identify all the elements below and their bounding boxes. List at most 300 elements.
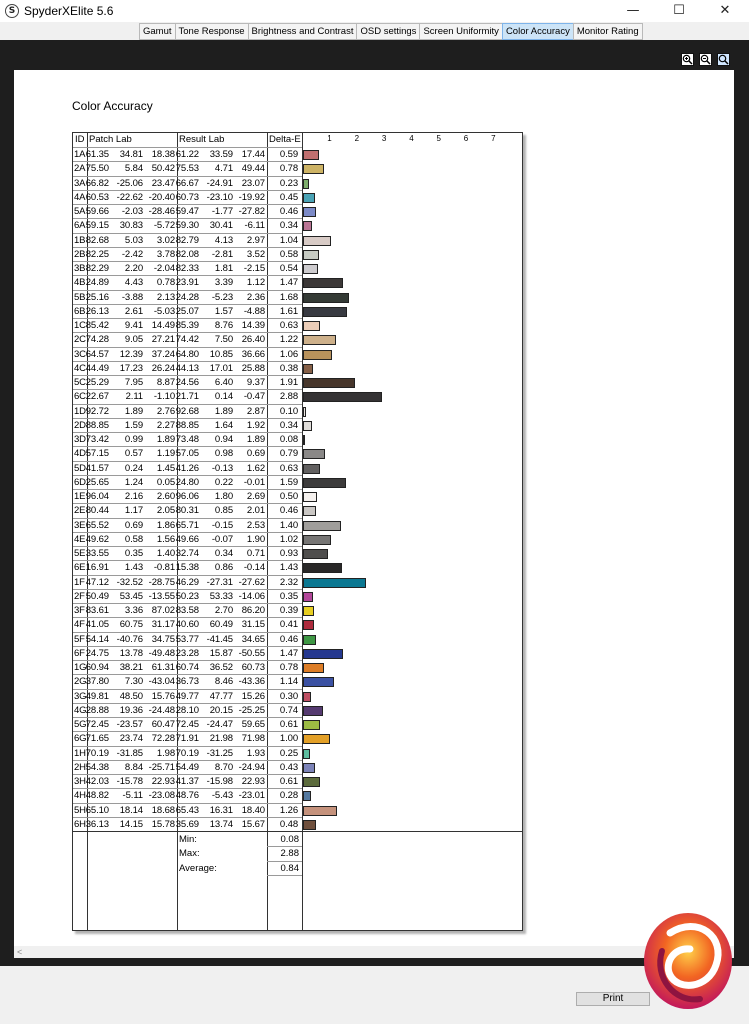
patch-lab-value: -49.48 xyxy=(148,647,175,659)
patch-lab-value: 54.38 xyxy=(85,761,109,773)
patch-id: 2A xyxy=(74,163,86,175)
tab-bar xyxy=(0,22,749,40)
patch-id: 1H xyxy=(74,747,86,759)
patch-lab-value: -28.75 xyxy=(148,576,175,588)
delta-e-value: 0.46 xyxy=(279,206,298,217)
patch-lab-value: 92.72 xyxy=(85,405,109,417)
patch-lab-value: 5.03 xyxy=(124,234,143,246)
table-row xyxy=(73,647,522,661)
result-lab-value: 0.34 xyxy=(214,548,233,559)
horizontal-scrollbar[interactable] xyxy=(14,946,734,958)
result-lab-value: 18.40 xyxy=(241,804,265,816)
result-lab-value: 36.73 xyxy=(175,676,199,688)
patch-id: 4C xyxy=(74,362,86,374)
delta-e-value: 0.63 xyxy=(279,462,298,474)
result-lab-value: 23.07 xyxy=(241,177,265,189)
patch-id: 6G xyxy=(74,733,87,745)
delta-e-value: 0.23 xyxy=(279,177,298,189)
result-lab-value: 66.67 xyxy=(175,177,199,189)
print-button[interactable]: Print xyxy=(576,992,650,1006)
header-result-lab: Result Lab xyxy=(179,134,225,145)
delta-e-value: 0.79 xyxy=(279,448,298,460)
patch-lab-value: 85.42 xyxy=(85,320,109,331)
result-lab-value: 0.22 xyxy=(214,476,233,488)
patch-lab-value: 80.44 xyxy=(85,505,109,517)
delta-e-value: 0.74 xyxy=(279,704,298,716)
patch-id: 1D xyxy=(74,405,86,417)
patch-lab-value: 1.17 xyxy=(124,505,143,517)
patch-lab-value: -13.55 xyxy=(148,590,175,602)
result-lab-value: 82.08 xyxy=(175,248,199,260)
patch-id: 2C xyxy=(74,334,86,346)
result-lab-value: -19.92 xyxy=(238,191,265,203)
table-row xyxy=(73,519,522,533)
patch-lab-value: 33.55 xyxy=(85,548,109,559)
patch-lab-value: 1.19 xyxy=(156,448,175,460)
result-lab-value: 2.53 xyxy=(246,519,265,531)
patch-lab-value: 2.76 xyxy=(156,405,175,417)
zoom-in-button[interactable] xyxy=(681,53,694,66)
result-lab-value: 41.26 xyxy=(175,462,199,474)
delta-e-value: 1.68 xyxy=(279,291,298,303)
result-lab-value: 31.15 xyxy=(241,619,265,631)
delta-e-bar xyxy=(303,392,382,402)
patch-lab-value: -5.03 xyxy=(153,305,175,317)
result-lab-value: 47.77 xyxy=(209,690,233,702)
result-lab-value: -15.98 xyxy=(206,776,233,787)
patch-lab-value: 82.29 xyxy=(85,263,109,274)
result-lab-value: 17.44 xyxy=(241,149,265,160)
patch-lab-value: 18.68 xyxy=(151,804,175,816)
patch-lab-value: 65.10 xyxy=(85,804,109,816)
patch-lab-value: 13.78 xyxy=(119,647,143,659)
tab-screen-uniformity[interactable]: Screen Uniformity xyxy=(419,23,502,40)
result-lab-value: 0.94 xyxy=(214,434,233,445)
patch-lab-value: 14.15 xyxy=(119,818,143,830)
delta-e-value: 0.41 xyxy=(279,619,298,631)
table-row xyxy=(73,291,522,305)
result-lab-value: 0.85 xyxy=(214,505,233,517)
zoom-out-button[interactable] xyxy=(699,53,712,66)
patch-lab-value: 18.38 xyxy=(151,149,175,160)
result-lab-value: 60.49 xyxy=(209,619,233,631)
patch-lab-value: 7.95 xyxy=(124,377,143,388)
result-lab-value: 64.80 xyxy=(175,348,199,360)
patch-lab-value: 60.94 xyxy=(85,662,109,673)
delta-e-value: 1.61 xyxy=(279,305,298,317)
patch-lab-value: 70.19 xyxy=(85,747,109,759)
patch-lab-value: -23.57 xyxy=(116,719,143,730)
patch-lab-value: 1.45 xyxy=(156,462,175,474)
result-lab-value: 73.48 xyxy=(175,434,199,445)
window-title: SpyderXElite 5.6 xyxy=(24,4,114,18)
patch-lab-value: 27.21 xyxy=(151,334,175,346)
patch-lab-value: 66.82 xyxy=(85,177,109,189)
delta-e-bar xyxy=(303,649,343,659)
table-row xyxy=(73,661,522,675)
result-lab-value: -2.81 xyxy=(211,248,233,260)
patch-lab-value: 42.03 xyxy=(85,776,109,787)
delta-e-value: 1.40 xyxy=(279,519,298,531)
result-lab-value: -23.10 xyxy=(206,191,233,203)
scroll-left-icon[interactable]: < xyxy=(17,947,23,957)
patch-lab-value: 17.23 xyxy=(119,362,143,374)
result-lab-value: 57.05 xyxy=(175,448,199,460)
patch-id: 4H xyxy=(74,790,86,802)
delta-e-value: 1.43 xyxy=(279,562,298,574)
patch-lab-value: 3.36 xyxy=(124,605,143,616)
patch-lab-value: 60.47 xyxy=(151,719,175,730)
delta-e-value: 0.43 xyxy=(279,761,298,773)
result-lab-value: 88.85 xyxy=(175,419,199,431)
patch-lab-value: 0.24 xyxy=(124,462,143,474)
result-lab-value: 1.90 xyxy=(246,533,265,545)
tab-brightness-and-contrast[interactable]: Brightness and Contrast xyxy=(248,23,357,40)
delta-e-bar xyxy=(303,278,343,288)
result-lab-value: 24.28 xyxy=(175,291,199,303)
tab-tone-response[interactable]: Tone Response xyxy=(175,23,248,40)
delta-e-bar xyxy=(303,521,341,531)
patch-id: 3A xyxy=(74,177,86,189)
patch-lab-value: 0.99 xyxy=(124,434,143,445)
delta-e-value: 0.10 xyxy=(279,405,298,417)
patch-id: 5B xyxy=(74,291,86,303)
delta-e-value: 0.50 xyxy=(279,491,298,502)
tab-gamut[interactable]: Gamut xyxy=(139,23,175,40)
maximize-button[interactable]: ☐ xyxy=(673,3,685,18)
patch-lab-value: 59.15 xyxy=(85,220,109,232)
table-row xyxy=(73,504,522,518)
result-lab-value: 41.37 xyxy=(175,776,199,787)
patch-id: 6D xyxy=(74,476,86,488)
delta-e-bar xyxy=(303,164,324,174)
result-lab-value: 83.58 xyxy=(175,605,199,616)
table-row xyxy=(73,747,522,761)
patch-lab-value: 1.59 xyxy=(124,419,143,431)
result-lab-value: 53.77 xyxy=(175,633,199,645)
result-lab-value: -0.47 xyxy=(243,391,265,403)
patch-lab-value: 3.78 xyxy=(156,248,175,260)
result-lab-value: 16.31 xyxy=(209,804,233,816)
patch-id: 3B xyxy=(74,263,86,274)
result-lab-value: 23.28 xyxy=(175,647,199,659)
delta-e-value: 0.78 xyxy=(279,662,298,673)
table-row xyxy=(73,148,522,162)
patch-lab-value: 26.24 xyxy=(151,362,175,374)
zoom-fit-button[interactable] xyxy=(717,53,730,66)
patch-lab-value: 38.21 xyxy=(119,662,143,673)
patch-lab-value: 50.49 xyxy=(85,590,109,602)
patch-lab-value: 1.89 xyxy=(156,434,175,445)
result-lab-value: 23.91 xyxy=(175,277,199,289)
result-lab-value: 26.40 xyxy=(241,334,265,346)
patch-lab-value: 61.35 xyxy=(85,149,109,160)
tab-monitor-rating[interactable]: Monitor Rating xyxy=(573,23,643,40)
result-lab-value: -0.07 xyxy=(211,533,233,545)
patch-id: 3F xyxy=(74,605,85,616)
patch-lab-value: 18.14 xyxy=(119,804,143,816)
delta-e-bar xyxy=(303,250,319,260)
result-lab-value: -6.11 xyxy=(244,220,265,232)
result-lab-value: 59.65 xyxy=(241,719,265,730)
table-row xyxy=(73,177,522,191)
result-lab-value: 82.79 xyxy=(175,234,199,246)
result-lab-value: 2.70 xyxy=(214,605,233,616)
result-lab-value: 50.23 xyxy=(175,590,199,602)
result-lab-value: 15.26 xyxy=(241,690,265,702)
result-lab-value: 25.88 xyxy=(241,362,265,374)
patch-id: 3E xyxy=(74,519,86,531)
patch-id: 1E xyxy=(74,491,86,502)
table-row xyxy=(73,262,522,276)
result-lab-value: -23.01 xyxy=(238,790,265,802)
delta-e-bar xyxy=(303,578,366,588)
delta-e-value: 0.25 xyxy=(279,747,298,759)
patch-lab-value: 2.61 xyxy=(124,305,143,317)
patch-lab-value: 1.98 xyxy=(156,747,175,759)
table-row xyxy=(73,447,522,461)
result-lab-value: 60.73 xyxy=(241,662,265,673)
patch-lab-value: 64.57 xyxy=(85,348,109,360)
result-lab-value: 2.01 xyxy=(246,505,265,517)
result-lab-value: -0.01 xyxy=(243,476,265,488)
delta-e-bar xyxy=(303,307,347,317)
patch-lab-value: 1.56 xyxy=(156,533,175,545)
patch-lab-value: 0.58 xyxy=(124,533,143,545)
patch-lab-value: 25.29 xyxy=(85,377,109,388)
header-patch-lab: Patch Lab xyxy=(89,134,132,145)
delta-e-bar xyxy=(303,464,320,474)
delta-e-value: 2.32 xyxy=(279,576,298,588)
result-lab-value: 24.56 xyxy=(175,377,199,388)
delta-e-value: 0.34 xyxy=(279,419,298,431)
result-lab-value: 30.41 xyxy=(209,220,233,232)
result-lab-value: 60.74 xyxy=(175,662,199,673)
delta-e-value: 1.47 xyxy=(279,277,298,289)
result-lab-value: 7.50 xyxy=(214,334,233,346)
patch-lab-value: 53.45 xyxy=(119,590,143,602)
patch-id: 4F xyxy=(74,619,85,631)
result-lab-value: 33.59 xyxy=(209,149,233,160)
patch-id: 1F xyxy=(74,576,85,588)
patch-lab-value: 5.84 xyxy=(124,163,143,175)
delta-e-value: 0.30 xyxy=(279,690,298,702)
delta-e-value: 1.06 xyxy=(279,348,298,360)
patch-id: 3C xyxy=(74,348,86,360)
patch-id: 4E xyxy=(74,533,86,545)
table-row xyxy=(73,248,522,262)
delta-e-bar xyxy=(303,535,331,545)
tab-strip xyxy=(139,23,643,40)
patch-lab-value: 31.17 xyxy=(151,619,175,631)
patch-id: 3H xyxy=(74,776,86,787)
delta-e-value: 0.48 xyxy=(279,818,298,830)
result-lab-value: -5.43 xyxy=(211,790,233,802)
result-lab-value: 0.69 xyxy=(246,448,265,460)
delta-e-value: 0.61 xyxy=(279,719,298,730)
summary-value: 0.84 xyxy=(280,862,299,874)
report-title: Color Accuracy xyxy=(72,99,153,113)
delta-e-value: 0.35 xyxy=(279,590,298,602)
delta-e-value: 0.46 xyxy=(279,505,298,517)
delta-e-value: 0.34 xyxy=(279,220,298,232)
result-lab-value: 1.93 xyxy=(246,747,265,759)
result-lab-value: 80.31 xyxy=(175,505,199,517)
delta-e-bar xyxy=(303,677,334,687)
patch-lab-value: 0.78 xyxy=(156,277,175,289)
table-row xyxy=(73,433,522,447)
delta-e-bar xyxy=(303,221,312,231)
patch-lab-value: 36.13 xyxy=(85,818,109,830)
patch-id: 3G xyxy=(74,690,87,702)
delta-e-bar xyxy=(303,435,305,445)
result-lab-value: -4.88 xyxy=(243,305,265,317)
patch-lab-value: 74.28 xyxy=(85,334,109,346)
patch-lab-value: 24.75 xyxy=(85,647,109,659)
patch-lab-value: -32.52 xyxy=(116,576,143,588)
summary-value: 2.88 xyxy=(280,848,299,860)
result-lab-value: -24.94 xyxy=(238,761,265,773)
delta-e-bar xyxy=(303,706,323,716)
patch-id: 2B xyxy=(74,248,86,260)
patch-lab-value: 72.28 xyxy=(151,733,175,745)
result-lab-value: 25.07 xyxy=(175,305,199,317)
patch-lab-value: 15.76 xyxy=(151,690,175,702)
delta-e-value: 0.39 xyxy=(279,605,298,616)
delta-e-bar xyxy=(303,720,320,730)
delta-e-value: 1.14 xyxy=(279,676,298,688)
result-lab-value: 35.69 xyxy=(175,818,199,830)
delta-e-value: 1.26 xyxy=(279,804,298,816)
table-row xyxy=(73,319,522,333)
delta-e-bar xyxy=(303,421,312,431)
table-row xyxy=(73,533,522,547)
patch-lab-value: 41.05 xyxy=(85,619,109,631)
result-lab-value: 36.66 xyxy=(241,348,265,360)
patch-lab-value: 37.80 xyxy=(85,676,109,688)
result-lab-value: 71.91 xyxy=(175,733,199,745)
table-row xyxy=(73,305,522,319)
patch-lab-value: 87.02 xyxy=(151,605,175,616)
patch-id: 5C xyxy=(74,377,86,388)
patch-lab-value: 8.87 xyxy=(156,377,175,388)
minimize-button[interactable]: — xyxy=(626,3,640,18)
result-lab-value: 71.98 xyxy=(241,733,265,745)
result-lab-value: 2.36 xyxy=(246,291,265,303)
result-lab-value: 1.89 xyxy=(214,405,233,417)
table-row xyxy=(73,761,522,775)
patch-lab-value: 3.02 xyxy=(156,234,175,246)
result-lab-value: 61.22 xyxy=(175,149,199,160)
patch-lab-value: 48.50 xyxy=(119,690,143,702)
patch-lab-value: 9.41 xyxy=(124,320,143,331)
patch-lab-value: 15.78 xyxy=(151,818,175,830)
result-lab-value: 21.71 xyxy=(175,391,199,403)
patch-lab-value: -2.42 xyxy=(121,248,143,260)
patch-id: 5A xyxy=(74,206,86,217)
color-accuracy-table xyxy=(72,132,523,931)
patch-lab-value: 8.84 xyxy=(124,761,143,773)
summary-divider xyxy=(73,831,522,832)
zoom-in-icon xyxy=(682,54,693,65)
result-lab-value: -24.91 xyxy=(206,177,233,189)
patch-lab-value: 23.47 xyxy=(151,177,175,189)
patch-lab-value: 25.65 xyxy=(85,476,109,488)
patch-lab-value: -20.40 xyxy=(148,191,175,203)
patch-id: 4B xyxy=(74,277,86,289)
close-button[interactable]: ✕ xyxy=(719,3,731,18)
table-row xyxy=(73,219,522,233)
delta-e-value: 1.22 xyxy=(279,334,298,346)
result-lab-value: 1.81 xyxy=(214,263,233,274)
patch-lab-value: 1.43 xyxy=(124,562,143,574)
patch-lab-value: 7.30 xyxy=(124,676,143,688)
result-lab-value: -25.25 xyxy=(238,704,265,716)
result-lab-value: 1.89 xyxy=(246,434,265,445)
patch-id: 5E xyxy=(74,548,86,559)
axis-tick-label: 4 xyxy=(409,134,414,143)
delta-e-value: 1.00 xyxy=(279,733,298,745)
result-lab-value: -27.31 xyxy=(206,576,233,588)
patch-lab-value: 54.14 xyxy=(85,633,109,645)
result-lab-value: 22.93 xyxy=(241,776,265,787)
delta-e-bar xyxy=(303,150,319,160)
result-lab-value: 15.67 xyxy=(241,818,265,830)
patch-lab-value: -1.10 xyxy=(153,391,175,403)
patch-lab-value: -24.48 xyxy=(148,704,175,716)
result-lab-value: 60.73 xyxy=(175,191,199,203)
tab-osd-settings[interactable]: OSD settings xyxy=(356,23,419,40)
result-lab-value: 1.92 xyxy=(246,419,265,431)
result-lab-value: 10.85 xyxy=(209,348,233,360)
app-icon: S xyxy=(5,4,19,18)
result-lab-value: 34.65 xyxy=(241,633,265,645)
result-lab-value: 49.44 xyxy=(241,163,265,175)
patch-lab-value: -0.81 xyxy=(153,562,175,574)
result-lab-value: -50.55 xyxy=(238,647,265,659)
patch-lab-value: 30.83 xyxy=(119,220,143,232)
delta-e-bar xyxy=(303,663,324,673)
patch-lab-value: 71.65 xyxy=(85,733,109,745)
result-lab-value: 3.39 xyxy=(214,277,233,289)
header-delta-e: Delta-E xyxy=(269,134,301,145)
result-lab-value: -14.06 xyxy=(238,590,265,602)
result-lab-value: 72.45 xyxy=(175,719,199,730)
delta-e-value: 0.46 xyxy=(279,633,298,645)
result-lab-value: -31.25 xyxy=(206,747,233,759)
patch-id: 6B xyxy=(74,305,86,317)
result-lab-value: 1.64 xyxy=(214,419,233,431)
table-row xyxy=(73,405,522,419)
result-lab-value: 40.60 xyxy=(175,619,199,631)
patch-lab-value: 2.05 xyxy=(156,505,175,517)
delta-e-bar xyxy=(303,378,355,388)
tab-color-accuracy[interactable]: Color Accuracy xyxy=(502,23,573,40)
result-lab-value: 85.39 xyxy=(175,320,199,331)
axis-tick-label: 1 xyxy=(327,134,332,143)
table-row xyxy=(73,818,522,832)
result-lab-value: 86.20 xyxy=(241,605,265,616)
patch-lab-value: 22.93 xyxy=(151,776,175,787)
patch-lab-value: 2.13 xyxy=(156,291,175,303)
table-row xyxy=(73,590,522,604)
patch-lab-value: 57.15 xyxy=(85,448,109,460)
delta-e-value: 0.08 xyxy=(279,434,298,445)
result-lab-value: 0.98 xyxy=(214,448,233,460)
patch-lab-value: -43.04 xyxy=(148,676,175,688)
patch-id: 2F xyxy=(74,590,85,602)
patch-lab-value: 0.35 xyxy=(124,548,143,559)
